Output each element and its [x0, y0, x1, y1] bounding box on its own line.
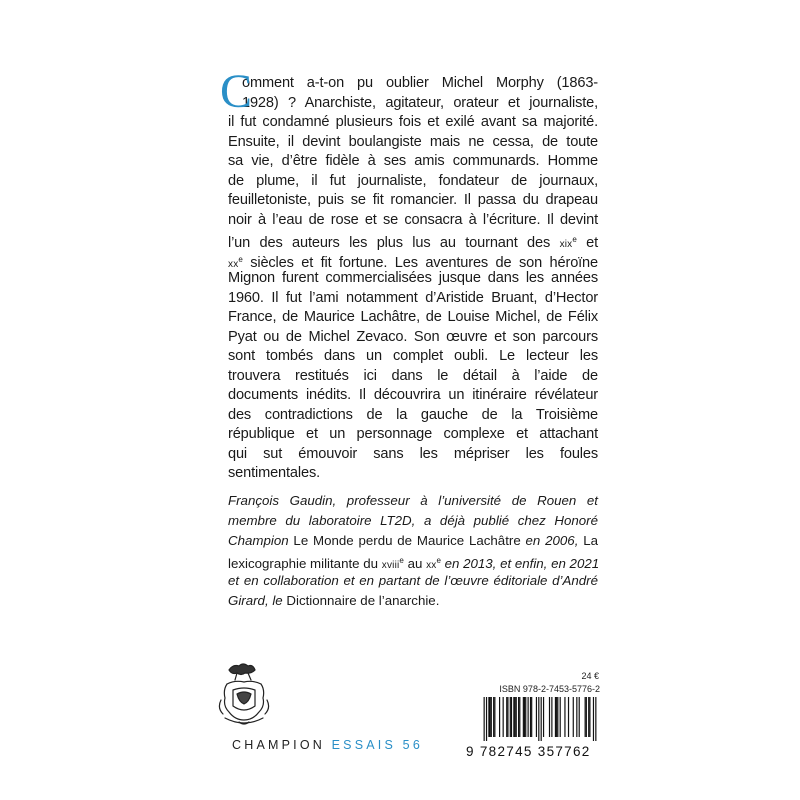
drop-cap: C [220, 65, 252, 118]
blurb-line: qui sut émouvoir sans les mépriser les foules [228, 445, 598, 462]
barcode-bar [491, 697, 492, 737]
barcode-bar [551, 697, 552, 737]
barcode-bar [490, 697, 491, 737]
barcode-bar [555, 697, 556, 737]
blurb-text-segment: siècles et fit fortune. Les aventures de son héroïne [242, 254, 598, 271]
blurb-line: de plume, il fut journaliste, fondateur de journaux, [228, 172, 598, 189]
blurb-line: feuilletoniste, puis se fit romancier. Il passa du drapeau [228, 192, 598, 208]
barcode-bar [486, 697, 487, 741]
blurb-text [220, 65, 598, 484]
barcode-bar [493, 697, 494, 737]
barcode-bar [573, 697, 574, 737]
barcode-bar [586, 697, 587, 737]
blurb-line: sa vie, d’être fidèle à ses amis communards. Homme [228, 153, 598, 169]
barcode-bar [523, 697, 524, 737]
author-text-segment: en 2006, [520, 533, 584, 548]
barcode-bar [511, 697, 512, 737]
barcode [480, 697, 600, 741]
barcode-number: 9 782745 357762 [466, 744, 591, 759]
author-line: membre du laboratoire LT2D, a déjà publié chez Honoré [228, 513, 598, 528]
barcode-bar [595, 697, 596, 741]
barcode-bar [506, 697, 507, 737]
barcode-bar [530, 697, 531, 737]
blurb-line [228, 230, 598, 250]
collection-name: ESSAIS 56 [331, 738, 423, 752]
barcode-bar [531, 697, 532, 737]
barcode-bar [576, 697, 577, 737]
barcode-bar [560, 697, 561, 737]
author-bio [228, 491, 598, 611]
book-title: Le Monde perdu de Maurice Lachâtre [293, 533, 521, 548]
barcode-bar [536, 697, 537, 737]
blurb-text-segment: et [576, 235, 598, 251]
author-text-segment: en 2013, et enfin, en 2021 [440, 556, 600, 571]
book-title: Dictionnaire de l’anarchie [286, 593, 436, 608]
blurb-line: des contradictions de la gauche de la Troisième [228, 406, 598, 423]
blurb-line: république et un personnage complexe et attachant [228, 426, 598, 442]
barcode-bar [494, 697, 495, 737]
century-numeral: xix [559, 239, 573, 250]
author-line: François Gaudin, professeur à l’université de Rouen et [228, 493, 598, 508]
barcode-bar [557, 697, 558, 737]
superscript: e [238, 254, 243, 264]
barcode-bar [543, 697, 544, 737]
barcode-bar [549, 697, 550, 737]
blurb-line: sentimentales. [228, 465, 320, 481]
blurb-line: Mignon furent commercialisées jusque dans les années [228, 270, 598, 286]
barcode-bar [519, 697, 520, 737]
barcode-bar [524, 697, 525, 737]
barcode-bar [513, 697, 514, 737]
century-numeral: xx [228, 258, 239, 270]
barcode-bar [510, 697, 511, 737]
barcode-bar [499, 697, 500, 737]
superscript: e [399, 556, 404, 565]
book-title: La [583, 533, 598, 548]
barcode-bar [507, 697, 508, 737]
blurb-line: documents inédits. Il découvrira un itinéraire révélateur [228, 387, 598, 403]
book-title: lexicographie militante du [228, 556, 382, 571]
barcode-bar [525, 697, 526, 737]
barcode-bar [516, 697, 517, 737]
blurb-line: sont tombés dans un complet oubli. Le lecteur les [228, 348, 598, 364]
blurb-line: 1960. Il fut l’ami notamment d’Aristide Bruant, d’Hector [228, 289, 598, 306]
blurb-text-segment: l’un des auteurs les plus lus au tournant des [228, 235, 560, 251]
price: 24 € [581, 671, 599, 681]
century-numeral: xviii [381, 560, 400, 571]
barcode-bar [564, 697, 565, 737]
century-numeral: xx [426, 560, 437, 571]
blurb-line: il fut condamné plusieurs fois et exilé avant sa majorité. [228, 114, 598, 130]
barcode-bar [568, 697, 569, 737]
barcode-bar [588, 697, 589, 737]
publisher-name: CHAMPION [232, 738, 332, 752]
blurb-line: trouvera restitués ici dans le détail à l’aide de [228, 367, 598, 384]
author-line [228, 591, 598, 611]
barcode-bar [579, 697, 580, 737]
blurb-line: noir à l’eau de rose et se consacra à l’écriture. Il devint [228, 211, 598, 228]
author-line [228, 531, 598, 551]
barcode-bar [484, 697, 485, 741]
blurb-line [228, 250, 598, 270]
isbn: ISBN 978-2-7453-5776-2 [499, 684, 600, 694]
barcode-bar [528, 697, 529, 737]
author-text-segment: . [435, 593, 440, 608]
blurb-line: Pyat ou de Michel Zevaco. Son œuvre et son parcours [228, 328, 598, 345]
barcode-bar [514, 697, 515, 737]
series-label [232, 738, 423, 752]
author-text-segment: Champion [228, 533, 294, 548]
blurb-line: 1928) ? Anarchiste, agitateur, orateur et journaliste, [242, 94, 598, 111]
barcode-bar [593, 697, 594, 741]
barcode-bar [488, 697, 489, 737]
superscript: e [572, 235, 577, 244]
barcode-bar [518, 697, 519, 737]
blurb-line: France, de Maurice Lachâtre, de Louise Michel, de Félix [228, 309, 598, 325]
horse-crest-emblem-icon [215, 660, 273, 730]
author-line [228, 551, 598, 571]
author-line: et en collaboration et en partant de l’œuvre éditoriale d’André [228, 573, 598, 588]
book-title: au [403, 556, 427, 571]
barcode-bar [541, 697, 542, 741]
blurb-line: Ensuite, il devint boulangiste mais ne cessa, de toute [228, 133, 598, 150]
superscript: e [436, 556, 441, 565]
barcode-bar [556, 697, 557, 737]
barcode-bar [503, 697, 504, 737]
barcode-bar [585, 697, 586, 737]
barcode-bar [538, 697, 539, 741]
blurb-line: omment a-t-on pu oublier Michel Morphy (1863- [242, 75, 598, 91]
author-text-segment: Girard, le [228, 593, 287, 608]
barcode-bar [589, 697, 590, 737]
